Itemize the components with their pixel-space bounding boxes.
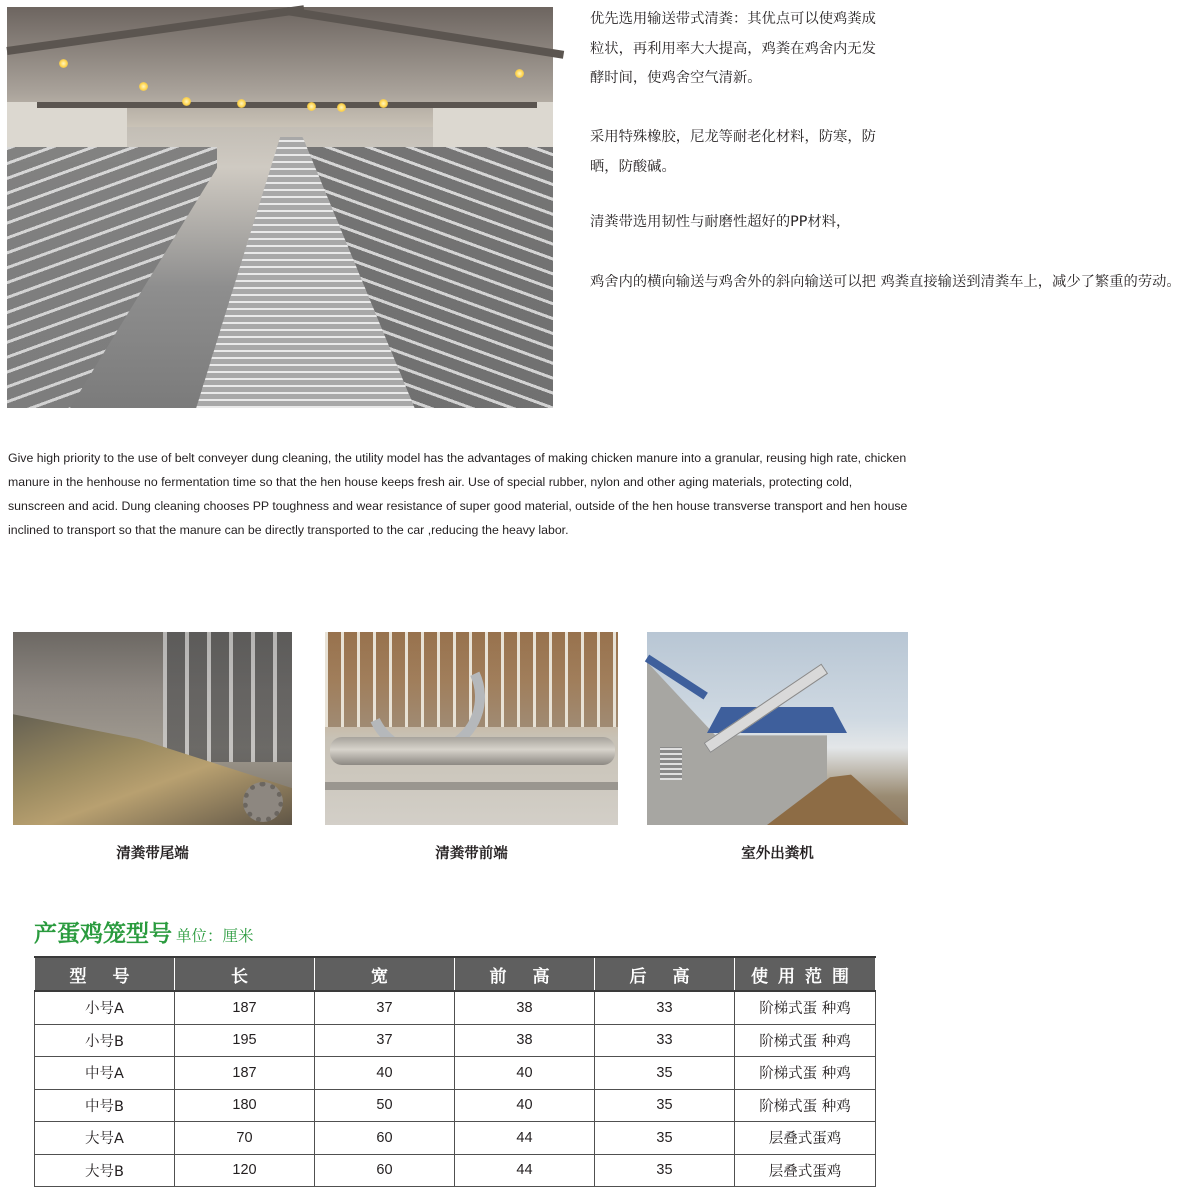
table-row (35, 1122, 876, 1155)
wall-fan (660, 747, 682, 780)
cell-usage: 阶梯式蛋 种鸡 (735, 1089, 876, 1122)
header-model: 型 号 (35, 957, 175, 991)
cell-usage: 阶梯式蛋 种鸡 (735, 991, 876, 1024)
cell-back-height: 35 (595, 1122, 735, 1155)
chinese-description (590, 5, 1181, 290)
table-row (35, 991, 876, 1024)
cell-width: 60 (315, 1154, 455, 1187)
cell-length: 187 (175, 991, 315, 1024)
cell-width: 40 (315, 1057, 455, 1090)
cn-paragraph: 鸡舍内的横向输送与鸡舍外的斜向输送可以把 鸡粪直接输送到清粪车上，减少了繁重的劳动。 (590, 274, 1181, 290)
cell-front-height: 44 (455, 1122, 595, 1155)
ceiling-lamp (59, 59, 68, 68)
header-length: 长 (175, 957, 315, 991)
ceiling-lamp (237, 99, 246, 108)
cell-back-height: 35 (595, 1057, 735, 1090)
table-row (35, 1024, 876, 1057)
header-front-height: 前 高 (455, 957, 595, 991)
barn-interior-photo (7, 7, 553, 408)
photo-caption: 清粪带前端 (435, 846, 508, 862)
cell-front-height: 44 (455, 1154, 595, 1187)
cell-back-height: 35 (595, 1154, 735, 1187)
ceiling-lamp (307, 102, 316, 111)
ceiling-lamp (337, 103, 346, 112)
cell-front-height: 38 (455, 991, 595, 1024)
belt-tail-photo (13, 632, 292, 825)
cell-front-height: 40 (455, 1089, 595, 1122)
header-back-height: 后 高 (595, 957, 735, 991)
cell-usage: 阶梯式蛋 种鸡 (735, 1057, 876, 1090)
table-title (34, 915, 254, 948)
unit-label: 单位：厘米 (176, 927, 254, 945)
cell-model: 大号B (35, 1154, 175, 1187)
cell-length: 70 (175, 1122, 315, 1155)
cell-usage: 阶梯式蛋 种鸡 (735, 1024, 876, 1057)
cn-paragraph: 清粪带选用韧性与耐磨性超好的PP材料， (590, 214, 851, 230)
photo-caption: 室外出粪机 (741, 846, 814, 862)
header-width: 宽 (315, 957, 455, 991)
cell-width: 50 (315, 1089, 455, 1122)
table-row (35, 1057, 876, 1090)
cell-model: 中号A (35, 1057, 175, 1090)
ceiling-lamp (515, 69, 524, 78)
frame-rail (325, 782, 618, 790)
cell-width: 37 (315, 991, 455, 1024)
cell-length: 187 (175, 1057, 315, 1090)
cage-spec-table (34, 956, 876, 1187)
ceiling-lamp (379, 99, 388, 108)
cell-back-height: 33 (595, 1024, 735, 1057)
ceiling-lamp (182, 97, 191, 106)
cell-front-height: 38 (455, 1024, 595, 1057)
left-cage-rows (7, 147, 217, 408)
cell-model: 小号A (35, 991, 175, 1024)
cell-width: 60 (315, 1122, 455, 1155)
roller (330, 737, 615, 765)
rafter (37, 102, 537, 108)
cell-model: 中号B (35, 1089, 175, 1122)
cell-back-height: 35 (595, 1089, 735, 1122)
cell-front-height: 40 (455, 1057, 595, 1090)
cn-paragraph: 优先选用输送带式清粪：其优点可以使鸡粪成 粒状，再利用率大大提高，鸡粪在鸡舍内无发 酵时间，使鸡舍空气清新。 (590, 11, 876, 86)
cell-length: 180 (175, 1089, 315, 1122)
cell-length: 195 (175, 1024, 315, 1057)
photo-caption: 清粪带尾端 (116, 846, 189, 862)
belt-head-photo (325, 632, 618, 825)
cell-model: 大号A (35, 1122, 175, 1155)
cage-frame (163, 632, 292, 762)
cell-back-height: 33 (595, 991, 735, 1024)
table-row (35, 1089, 876, 1122)
english-description: Give high priority to the use of belt conveyer dung cleaning, the utility model has the advantages of making chicken manure into a granular, reusing high rate, chicken manure in the henhouse no fermentation time so that the hen house keeps fresh air. Use of special rubber, nylon and other aging materials, protecting cold, sunscreen and acid. Dung cleaning chooses PP toughness and wear resistance of super good material, outside of the hen house transverse transport and hen house inclined to transport so that the manure can be directly transported to the car ,reducing the heavy labor. (8, 451, 908, 537)
cell-usage: 层叠式蛋鸡 (735, 1154, 876, 1187)
table-heading: 产蛋鸡笼型号 (34, 921, 172, 947)
table-row (35, 1154, 876, 1187)
table-header-row (35, 957, 876, 991)
ceiling-lamp (139, 82, 148, 91)
header-usage: 使用范围 (735, 957, 876, 991)
cn-paragraph: 采用特殊橡胶，尼龙等耐老化材料，防寒，防 晒，防酸碱。 (590, 129, 876, 175)
cell-length: 120 (175, 1154, 315, 1187)
outdoor-manure-machine-photo (647, 632, 908, 825)
cell-usage: 层叠式蛋鸡 (735, 1122, 876, 1155)
cell-width: 37 (315, 1024, 455, 1057)
drive-gear (243, 782, 283, 822)
cell-model: 小号B (35, 1024, 175, 1057)
